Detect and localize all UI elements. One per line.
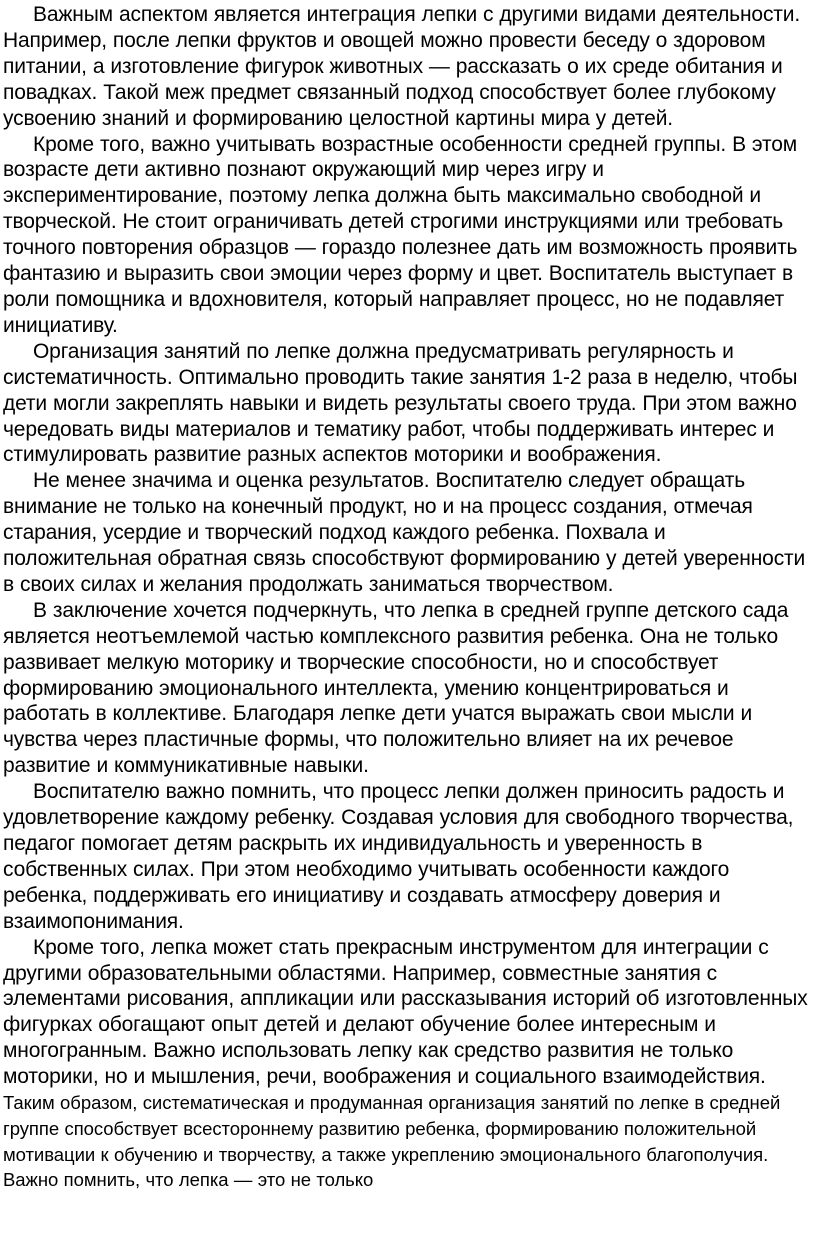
paragraph-summary: Таким образом, систематическая и продуманная организация занятий по лепке в средней группе способствует всестороннему развитию ребенка, формированию положительной мотивации к обучению и творчеству, а также укреплению эмоционального благополучия. Важно помнить, что лепка — это не только <box>3 1092 781 1191</box>
paragraph-age-features: Кроме того, важно учитывать возрастные особенности средней группы. В этом возрасте дети активно познают окружающий мир через игру и экспериментирование, поэтому лепка должна быть максимально свободной и творческой. Не стоит ограничивать детей строгими инструкциями или требовать точного повторения образцов — гораздо полезнее дать им возможность проявить фантазию и выразить свои эмоции через форму и цвет. Воспитатель выступает в роли помощника и вдохновителя, который направляет процесс, но не подавляет инициативу. <box>3 132 798 337</box>
paragraph-conclusion: В заключение хочется подчеркнуть, что лепка в средней группе детского сада является неотъемлемой частью комплексного развития ребенка. Она не только развивает мелкую моторику и творческие способности, но и способствует формированию эмоционального интеллекта, умению концентрироваться и работать в коллективе. Благодаря лепке дети учатся выражать свои мысли и чувства через пластичные формы, что положительно влияет на их речевое развитие и коммуникативные навыки. <box>3 598 789 778</box>
paragraph-interdisciplinary: Кроме того, лепка может стать прекрасным инструментом для интеграции с другими образовательными областями. Например, совместные занятия с элементами рисования, аппликации или рассказывания историй об изготовленных фигурках обогащают опыт детей и делают обучение более интересным и многогранным. Важно использовать лепку как средство развития не только моторики, но и мышления, речи, воображения и социального взаимодействия. <box>3 935 808 1089</box>
paragraph-organization: Организация занятий по лепке должна предусматривать регулярность и систематичность. Оптимально проводить такие занятия 1-2 раза в неделю, чтобы дети могли закреплять навыки и видеть результаты своего труда. При этом важно чередовать виды материалов и тематику работ, чтобы поддерживать интерес и стимулировать развитие разных аспектов моторики и воображения. <box>3 339 798 467</box>
paragraph-integration: Важным аспектом является интеграция лепки с другими видами деятельности. Например, после лепки фруктов и овощей можно провести беседу о здоровом питании, а изготовление фигурок животных — рассказать о их среде обитания и повадках. Такой меж предмет связанный подход способствует более глубокому усвоению знаний и формированию целостной картины мира у детей. <box>3 3 801 130</box>
paragraph-teacher-role: Воспитателю важно помнить, что процесс лепки должен приносить радость и удовлетворение каждому ребенку. Создавая условия для свободного творчества, педагог помогает детям раскрыть их индивидуальность и уверенность в собственных силах. При этом необходимо учитывать особенности каждого ребенка, поддерживать его инициативу и создавать атмосферу доверия и взаимопонимания. <box>3 780 794 933</box>
paragraph-evaluation: Не менее значима и оценка результатов. Воспитателю следует обращать внимание не только на конечный продукт, но и на процесс создания, отмечая старания, усердие и творческий подход каждого ребенка. Похвала и положительная обратная связь способствуют формированию у детей уверенности в своих силах и желания продолжать заниматься творчеством. <box>3 469 806 596</box>
